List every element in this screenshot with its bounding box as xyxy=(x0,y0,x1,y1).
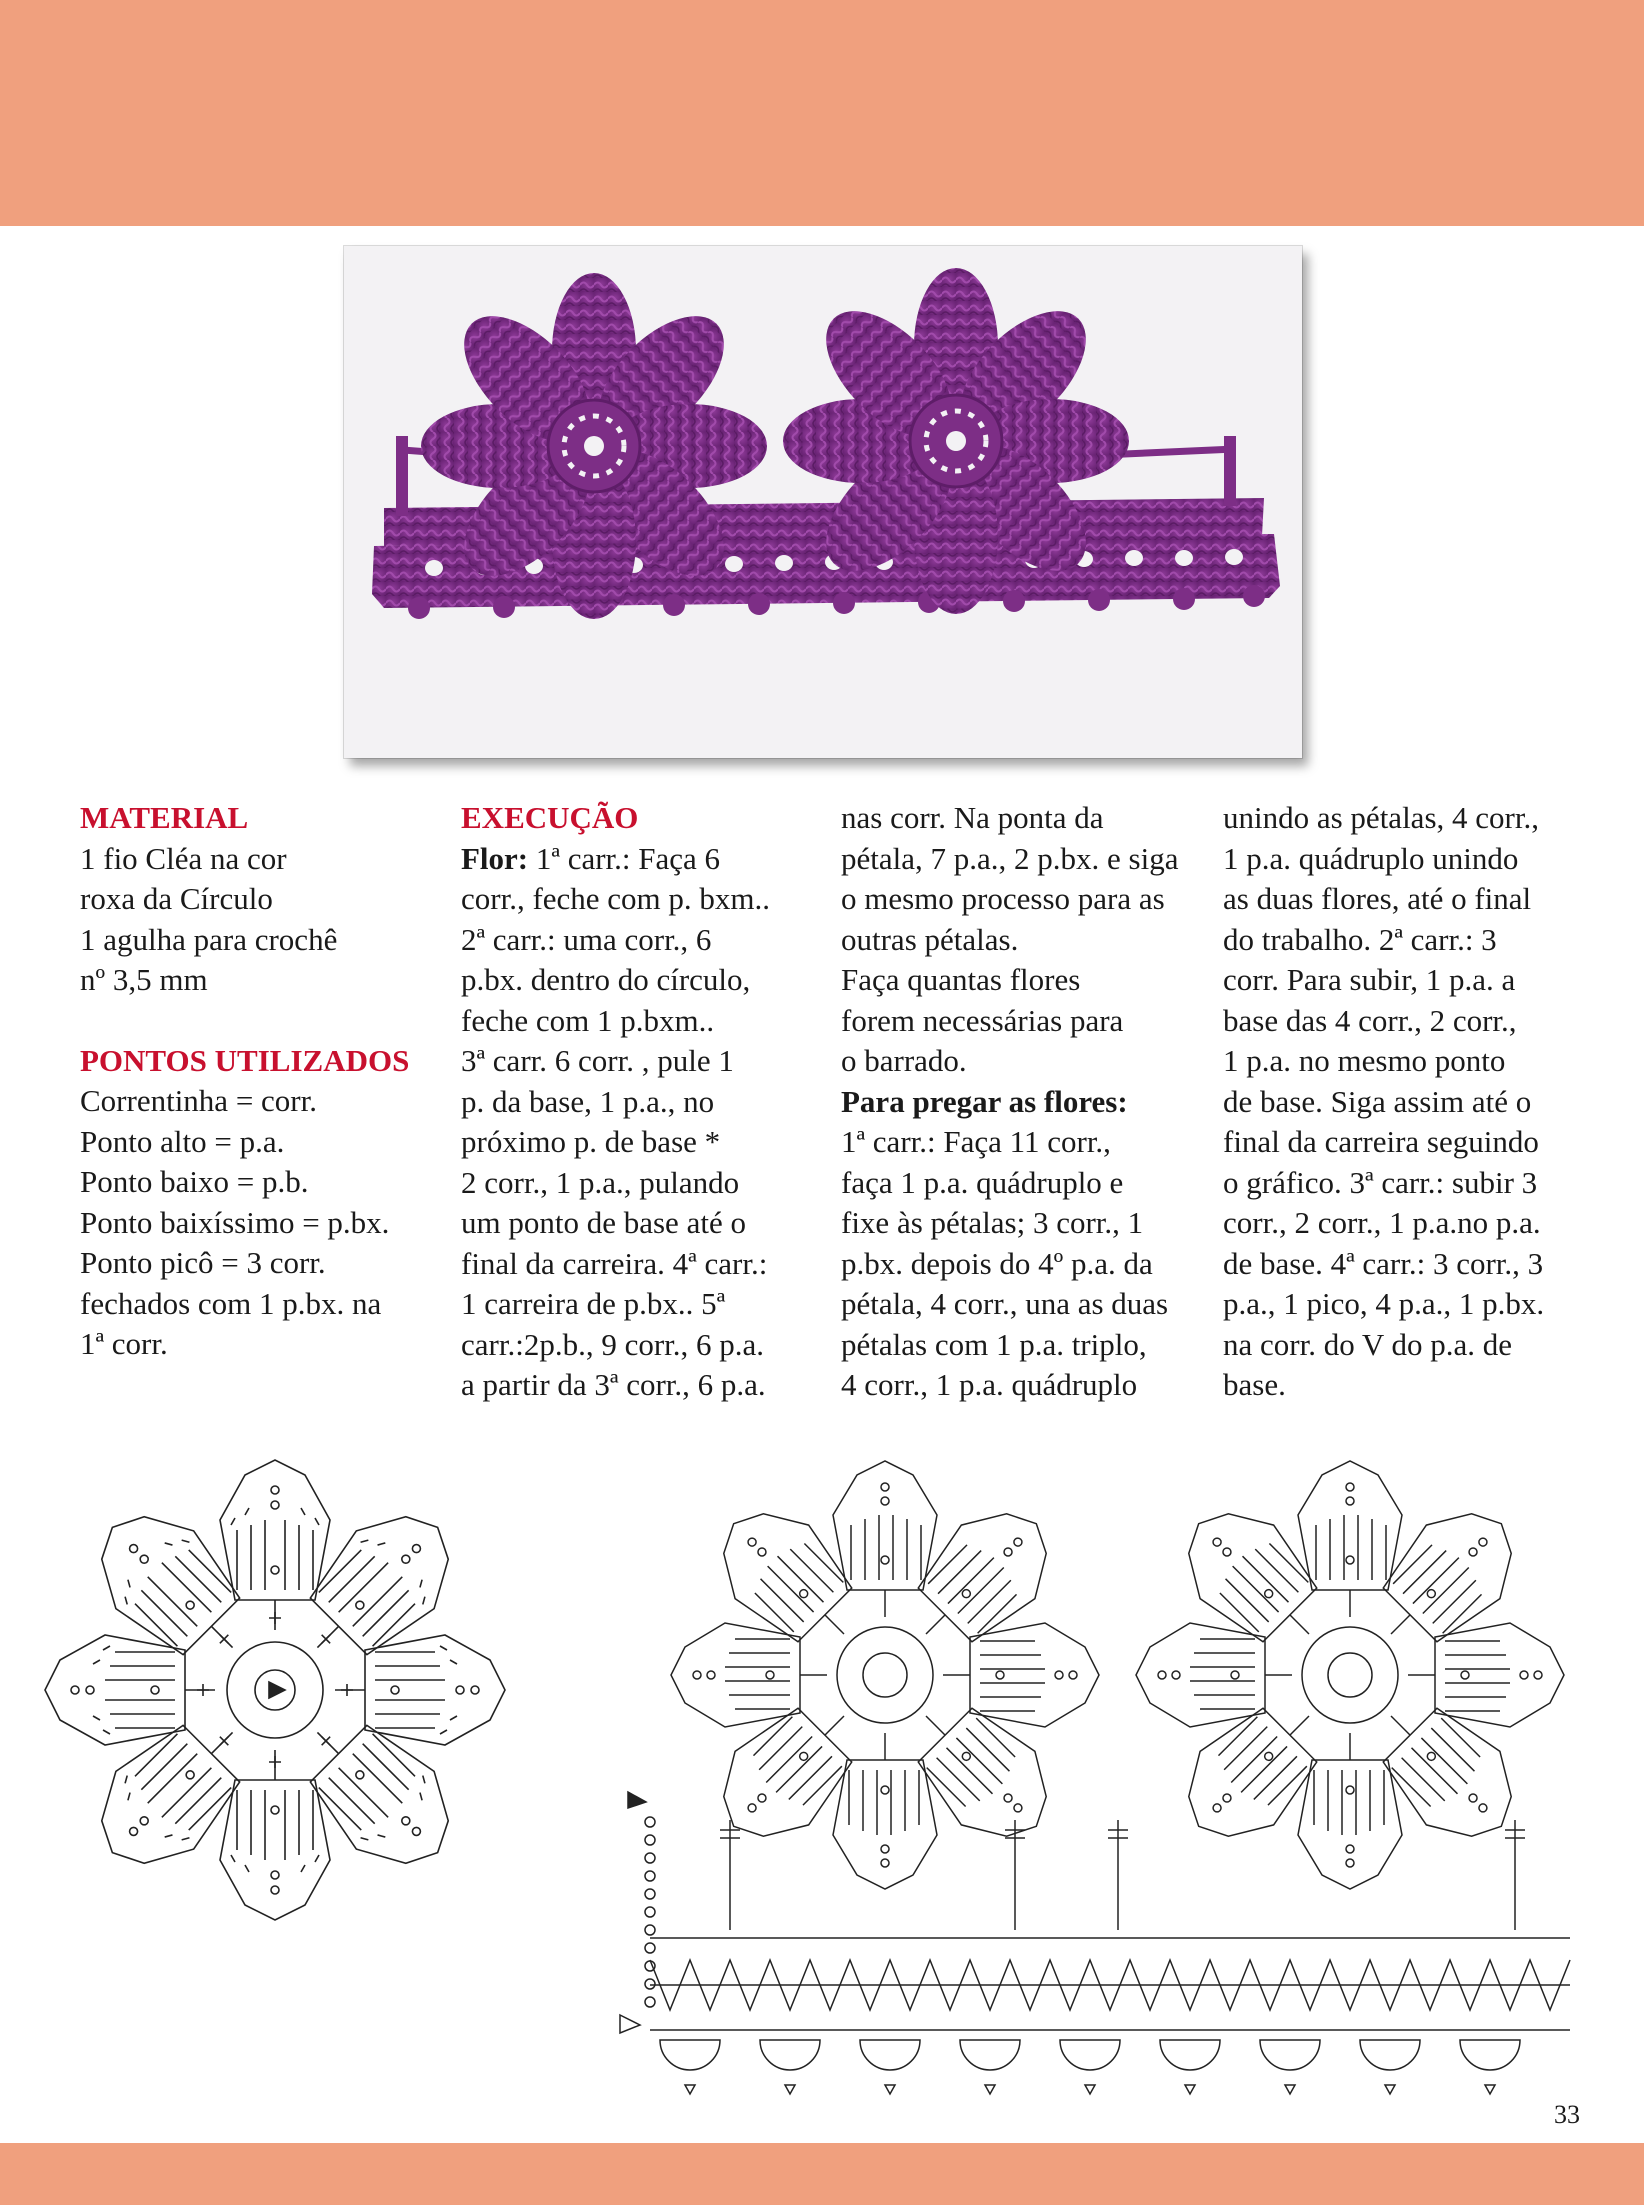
execucao-line: um ponto de base até o xyxy=(461,1205,746,1240)
execucao-line: o mesmo processo para as xyxy=(841,881,1165,916)
execucao-line: carr.:2p.b., 9 corr., 6 p.a. xyxy=(461,1326,765,1362)
execucao-line: Faça quantas flores xyxy=(841,962,1081,997)
execucao-line: o gráfico. 3ª carr.: subir 3 xyxy=(1223,1164,1538,1200)
execucao-line: pétalas com 1 p.a. triplo, xyxy=(841,1326,1147,1362)
header-band xyxy=(0,0,1644,226)
border-chart-flower-1 xyxy=(671,1461,1099,1889)
execucao-line: na corr. do V do p.a. de xyxy=(1223,1326,1512,1362)
border-chart xyxy=(610,1430,1590,2100)
border-chart-shells xyxy=(660,2040,1520,2070)
material-heading: MATERIAL xyxy=(80,800,249,835)
material-line: 1 fio Cléa na cor xyxy=(80,840,287,876)
material-column xyxy=(80,798,440,1365)
pontos-line: 1ª corr. xyxy=(80,1326,168,1361)
execucao-line: corr., feche com p. bxm.. xyxy=(461,881,771,916)
execucao-line: de base. 4ª carr.: 3 corr., 3 xyxy=(1223,1245,1544,1281)
crochet-photo-illustration xyxy=(344,246,1302,758)
execucao-column-3 xyxy=(1223,798,1563,1406)
execucao-line: final da carreira seguindo xyxy=(1223,1124,1539,1159)
footer-band xyxy=(0,2143,1644,2205)
single-flower-chart xyxy=(30,1440,520,1940)
execucao-line: final da carreira. 4ª carr.: xyxy=(461,1245,768,1281)
execucao-line: corr. Para subir, 1 p.a. a xyxy=(1223,962,1516,997)
border-chart-picots xyxy=(685,2085,1495,2094)
flor-label: Flor: xyxy=(461,840,529,876)
execucao-line: a partir da 3ª corr., 6 p.a. xyxy=(461,1367,766,1402)
execucao-line: unindo as pétalas, 4 corr., xyxy=(1223,800,1539,835)
material-line: roxa da Círculo xyxy=(80,881,273,916)
execucao-line xyxy=(461,839,791,880)
execucao-line: 2ª carr.: uma corr., 6 xyxy=(461,921,712,957)
page-number: 33 xyxy=(1554,2100,1580,2129)
execucao-line: 1 p.a. no mesmo ponto xyxy=(1223,1043,1506,1078)
execucao-line: 1 p.a. quádruplo unindo xyxy=(1223,840,1519,876)
crochet-flower-1 xyxy=(421,273,767,619)
pontos-line: fechados com 1 p.bx. na xyxy=(80,1285,382,1321)
execucao-line: p.bx. dentro do círculo, xyxy=(461,962,751,997)
execucao-line: feche com 1 p.bxm.. xyxy=(461,1002,715,1038)
pregar-label: Para pregar as flores: xyxy=(841,1083,1128,1119)
crochet-flower-2 xyxy=(783,268,1129,614)
execucao-line: nas corr. Na ponta da xyxy=(841,800,1104,835)
execucao-line: do trabalho. 2ª carr.: 3 xyxy=(1223,921,1497,957)
execucao-line: o barrado. xyxy=(841,1043,967,1078)
material-line: nº 3,5 mm xyxy=(80,962,208,997)
execucao-line: faça 1 p.a. quádruplo e xyxy=(841,1164,1124,1200)
execucao-line: p.bx. depois do 4º p.a. da xyxy=(841,1245,1153,1281)
execucao-line: 2 corr., 1 p.a., pulando xyxy=(461,1164,740,1200)
execucao-line: base das 4 corr., 2 corr., xyxy=(1223,1002,1517,1038)
pontos-line: Ponto baixíssimo = p.bx. xyxy=(80,1204,390,1240)
border-chart-chain xyxy=(645,1817,655,2007)
execucao-heading: EXECUÇÃO xyxy=(461,800,639,835)
pontos-line: Correntinha = corr. xyxy=(80,1083,317,1118)
execucao-line: outras pétalas. xyxy=(841,921,1019,957)
execucao-line: p. da base, 1 p.a., no xyxy=(461,1083,715,1119)
execucao-line: corr., 2 corr., 1 p.a.no p.a. xyxy=(1223,1205,1541,1240)
border-chart-flower-2 xyxy=(1136,1461,1564,1889)
execucao-line: 3ª carr. 6 corr. , pule 1 xyxy=(461,1043,734,1078)
execucao-line: as duas flores, até o final xyxy=(1223,881,1532,916)
crochet-flower-border-photo xyxy=(344,246,1302,758)
execucao-line: pétala, 4 corr., una as duas xyxy=(841,1286,1169,1321)
pontos-line: Ponto baixo = p.b. xyxy=(80,1164,309,1199)
execucao-line: 1ª carr.: Faça 11 corr., xyxy=(841,1124,1111,1159)
pontos-line: Ponto picô = 3 corr. xyxy=(80,1245,326,1280)
pontos-heading: PONTOS UTILIZADOS xyxy=(80,1042,410,1078)
execucao-line: 1 carreira de p.bx.. 5ª xyxy=(461,1286,726,1321)
material-line: 1 agulha para crochê xyxy=(80,921,338,957)
execucao-line: base. xyxy=(1223,1367,1286,1402)
pontos-line: Ponto alto = p.a. xyxy=(80,1123,285,1159)
flor-first-line: 1ª carr.: Faça 6 xyxy=(528,840,721,876)
execucao-line: fixe às pétalas; 3 corr., 1 xyxy=(841,1205,1144,1240)
execucao-line: 4 corr., 1 p.a. quádruplo xyxy=(841,1367,1138,1402)
execucao-line: de base. Siga assim até o xyxy=(1223,1083,1532,1119)
execucao-line: pétala, 7 p.a., 2 p.bx. e siga xyxy=(841,840,1179,876)
execucao-line: próximo p. de base * xyxy=(461,1124,721,1159)
execucao-line: p.a., 1 pico, 4 p.a., 1 p.bx. xyxy=(1223,1286,1545,1321)
execucao-line: forem necessárias para xyxy=(841,1002,1124,1038)
execucao-column-2 xyxy=(841,798,1181,1406)
execucao-column xyxy=(461,798,791,1406)
